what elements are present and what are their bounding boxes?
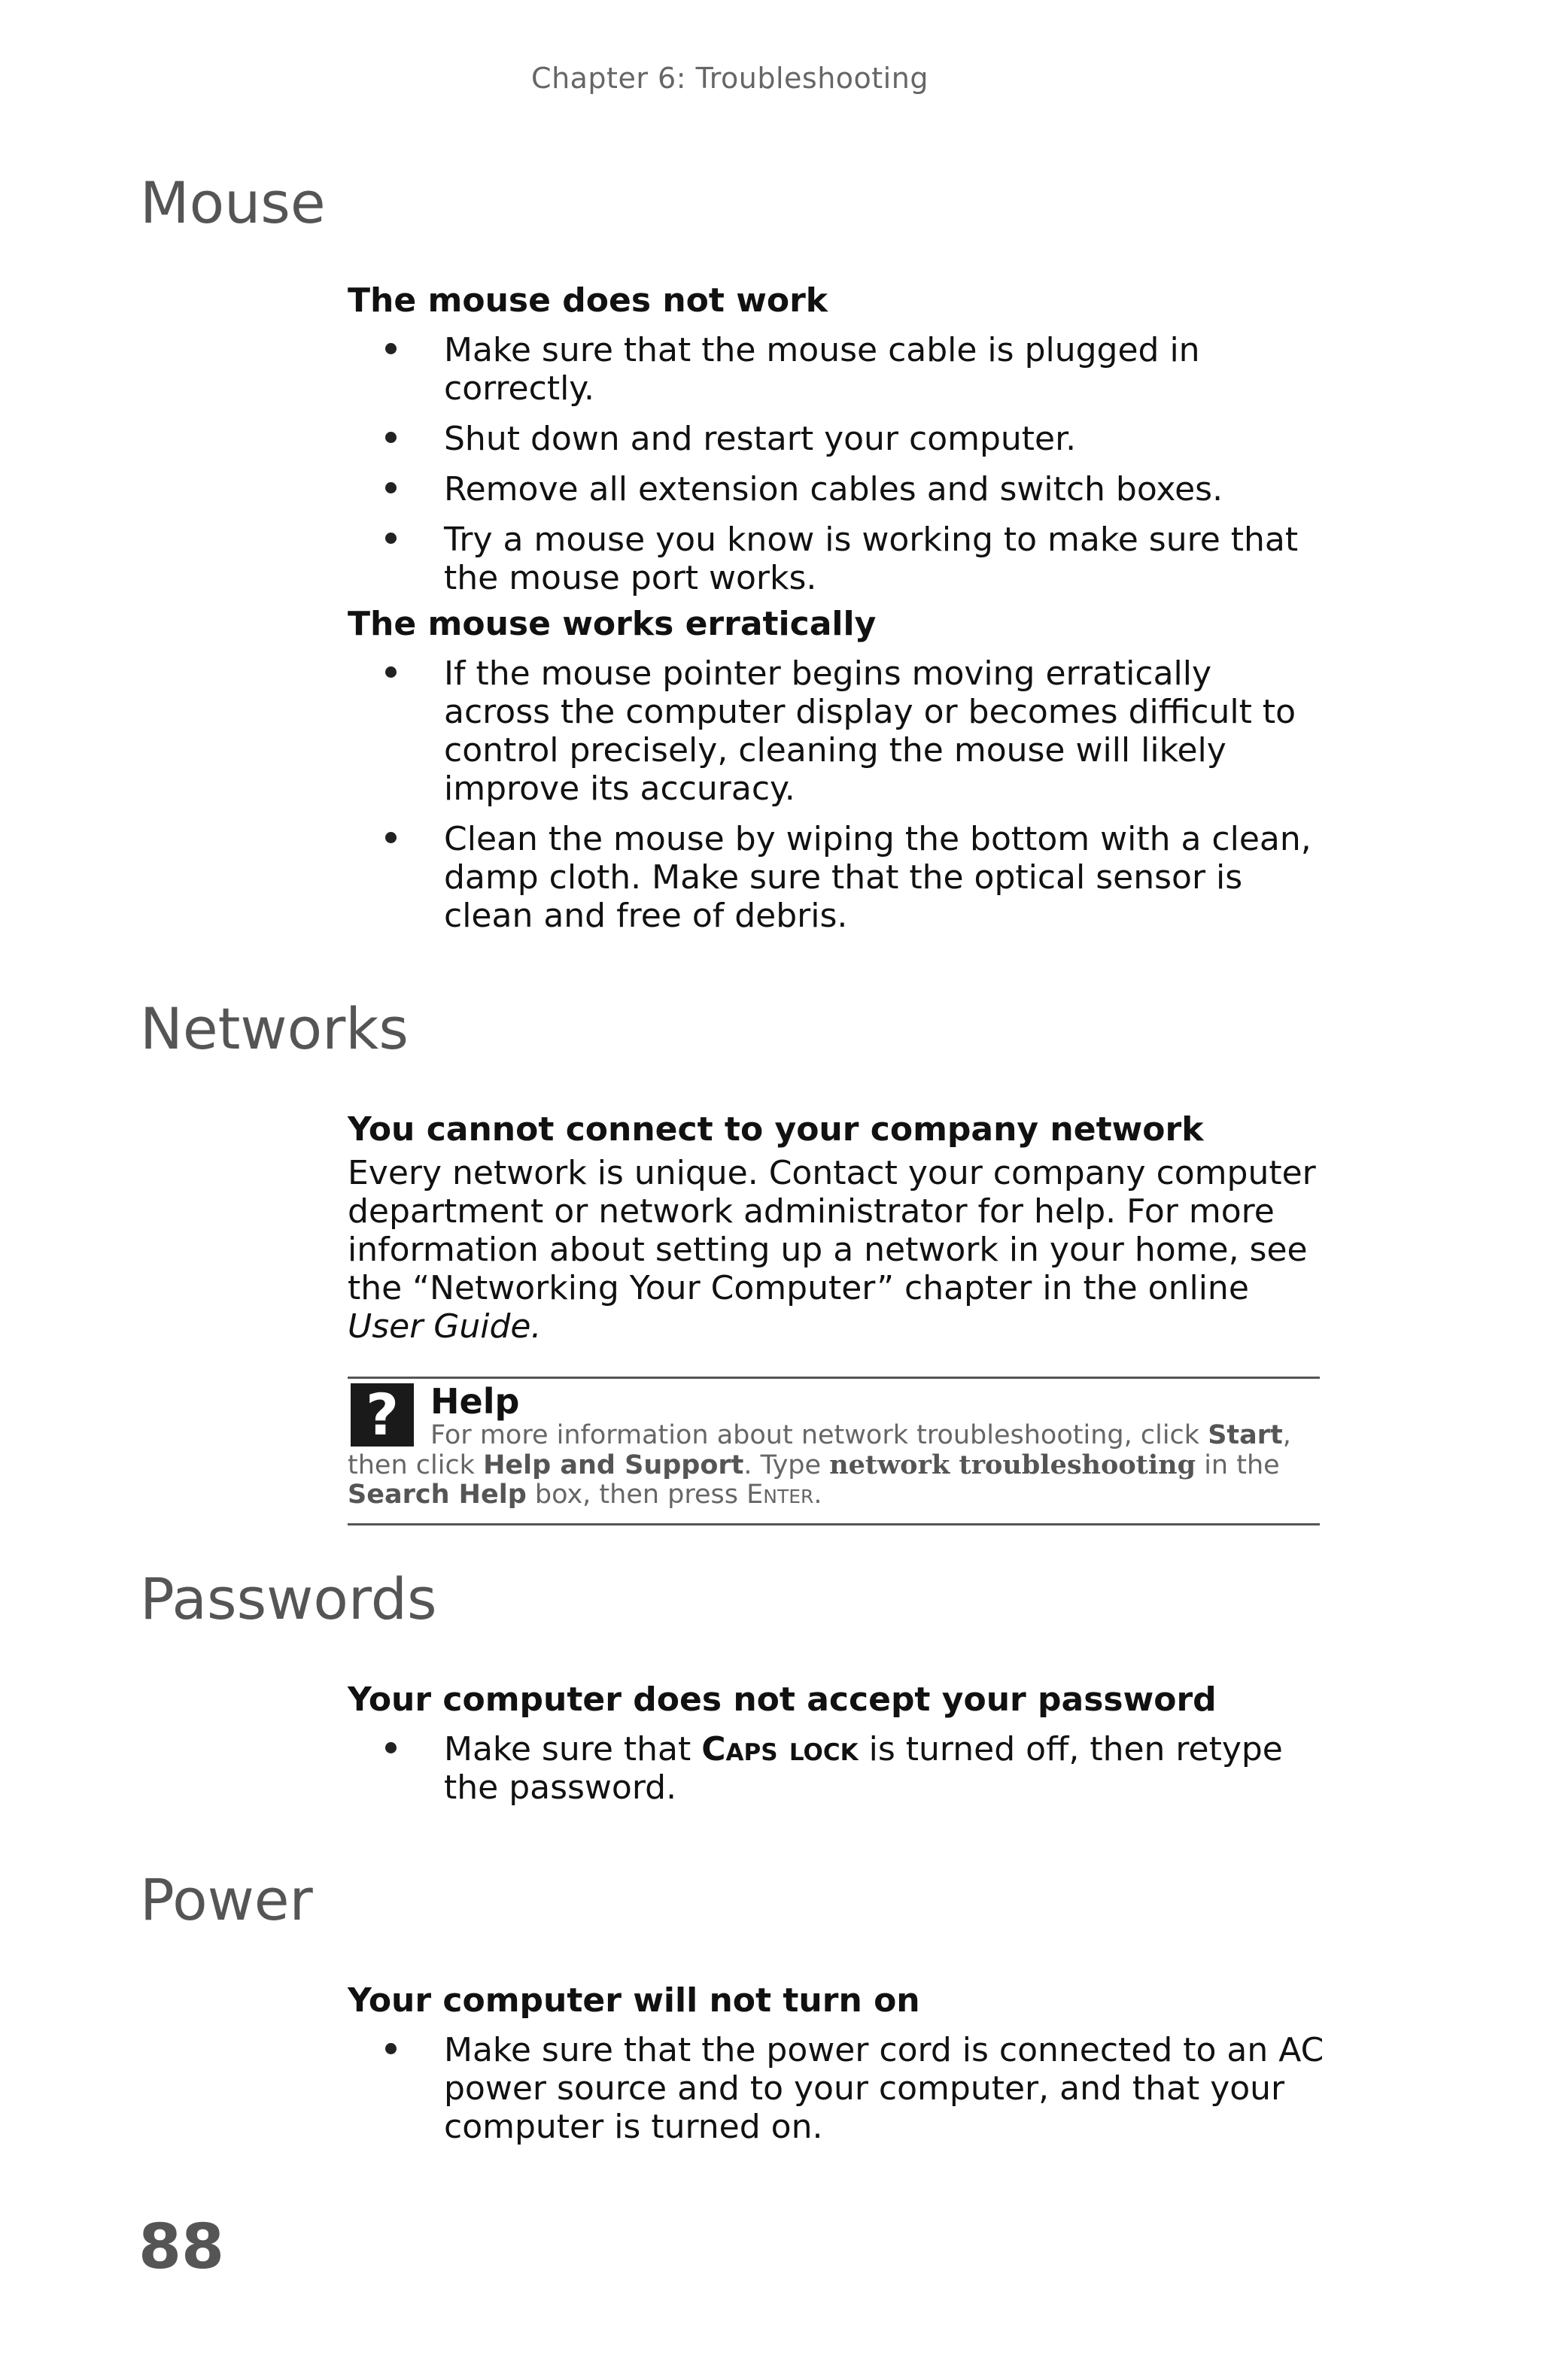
list-item-text: Make sure that: [444, 1730, 702, 1768]
list-item: [348, 331, 1326, 408]
bullet-list: [348, 1730, 1326, 1807]
problem-heading: The mouse works erratically: [348, 605, 877, 643]
list-item: [348, 2031, 1326, 2146]
mouse-problem-1: [348, 278, 1326, 609]
search-term: network troubleshooting: [829, 1450, 1196, 1480]
power-problem: [348, 1978, 1326, 2158]
list-item-text: Try a mouse you know is working to make sure that the mouse port works.: [444, 521, 1299, 597]
bullet-list: [348, 654, 1326, 935]
help-text: [348, 1421, 1320, 1510]
bullet-dot-icon: [385, 832, 397, 843]
bullet-list: [348, 2031, 1326, 2146]
page-number: 88: [138, 2212, 225, 2283]
list-item: [348, 820, 1326, 935]
search-help-reference: Search Help: [348, 1480, 527, 1510]
help-text-part: .: [813, 1480, 822, 1510]
user-guide-reference: User Guide.: [348, 1307, 542, 1346]
bullet-dot-icon: [385, 1742, 397, 1753]
list-item-text: Clean the mouse by wiping the bottom with a clean, damp cloth. Make sure that the optical sensor is clean and free of debris.: [444, 820, 1312, 935]
list-item: [348, 521, 1326, 597]
list-item-text: is turned off, then retype the password.: [444, 1730, 1283, 1807]
passwords-problem: [348, 1677, 1326, 1819]
help-title: Help: [430, 1381, 520, 1422]
problem-heading: Your computer will not turn on: [348, 1981, 920, 2020]
paragraph-text: Every network is unique. Contact your company computer department or network administrator for help. For more information about setting up a network in your home, see the “Networking Your Computer” chapter in the online: [348, 1154, 1316, 1307]
help-text-part: For more information about network troubleshooting, click: [430, 1420, 1208, 1450]
list-item-text: Shut down and restart your computer.: [444, 420, 1077, 458]
bullet-dot-icon: [385, 432, 397, 443]
help-and-support-reference: Help and Support: [483, 1450, 744, 1480]
bullet-list: [348, 331, 1326, 597]
problem-heading: Your computer does not accept your password: [348, 1680, 1217, 1719]
bullet-dot-icon: [385, 666, 397, 678]
problem-heading: The mouse does not work: [348, 281, 828, 320]
help-text-part: , then click: [348, 1420, 1291, 1480]
list-item-text: If the mouse pointer begins moving erratically across the computer display or becomes difficult to control precisely, cleaning the mouse will likely improve its accuracy.: [444, 654, 1296, 808]
list-item: [348, 470, 1326, 508]
list-item: [348, 654, 1326, 808]
bullet-dot-icon: [385, 343, 397, 354]
question-mark-icon: ?: [351, 1383, 414, 1447]
caps-lock-key: Caps lock: [701, 1730, 859, 1768]
mouse-problem-2: [348, 602, 1326, 947]
networks-problem: [348, 1107, 1326, 1346]
list-item: [348, 1730, 1326, 1807]
help-text-part: box, then press: [526, 1480, 747, 1510]
bullet-dot-icon: [385, 482, 397, 493]
section-title-power: Power: [140, 1866, 313, 1933]
list-item-text: Remove all extension cables and switch boxes.: [444, 470, 1223, 508]
help-callout: [348, 1377, 1320, 1525]
section-title-mouse: Mouse: [140, 169, 326, 236]
bullet-dot-icon: [385, 2043, 397, 2054]
enter-key: Enter: [746, 1480, 814, 1510]
list-item-text: Make sure that the mouse cable is plugged in correctly.: [444, 331, 1200, 408]
bullet-dot-icon: [385, 533, 397, 544]
section-title-networks: Networks: [140, 995, 409, 1062]
list-item: [348, 420, 1326, 458]
networks-paragraph: [348, 1154, 1326, 1346]
running-head: Chapter 6: Troubleshooting: [531, 62, 929, 95]
section-title-passwords: Passwords: [140, 1565, 437, 1632]
start-reference: Start: [1208, 1420, 1283, 1450]
list-item-text: Make sure that the power cord is connected to an AC power source and to your computer, and that your computer is turned on.: [444, 2031, 1324, 2146]
help-text-part: in the: [1196, 1450, 1280, 1480]
problem-heading: You cannot connect to your company network: [348, 1110, 1204, 1149]
help-text-part: . Type: [743, 1450, 830, 1480]
